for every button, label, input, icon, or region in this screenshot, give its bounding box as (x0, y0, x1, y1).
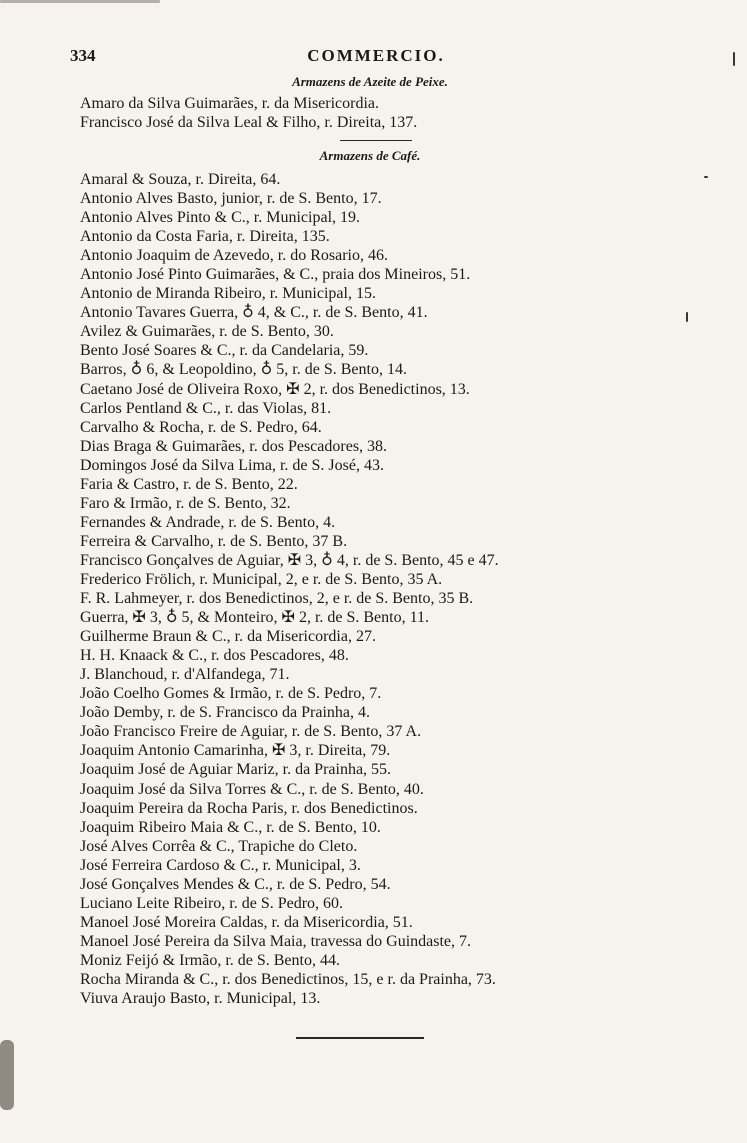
list-item: Moniz Feijó & Irmão, r. de S. Bento, 44. (80, 951, 340, 969)
list-item: João Coelho Gomes & Irmão, r. de S. Pedro, 7. (80, 685, 382, 703)
list-item: Caetano José de Oliveira Roxo, ✠ 2, r. dos Benedictinos, 13. (80, 380, 470, 398)
list-item: Luciano Leite Ribeiro, r. de S. Pedro, 60. (80, 894, 344, 912)
list-item: José Ferreira Cardoso & C., r. Municipal, 3. (80, 856, 361, 874)
list-item: Antonio Alves Basto, junior, r. de S. Bento, 17. (80, 190, 382, 208)
list-item: Guilherme Braun & C., r. da Misericordia, 27. (80, 628, 376, 646)
list-item: Antonio Joaquim de Azevedo, r. do Rosario, 46. (80, 247, 388, 265)
list-item: Amaro da Silva Guimarães, r. da Misericordia. (80, 95, 380, 112)
entry-list-cafe (80, 170, 499, 1008)
list-item: Fernandes & Andrade, r. de S. Bento, 4. (80, 513, 336, 531)
list-item: Joaquim Antonio Camarinha, ✠ 3, r. Direita, 79. (80, 742, 391, 760)
list-item: Bento José Soares & C., r. da Candelaria, 59. (80, 342, 369, 360)
section-divider (340, 140, 412, 141)
list-item: Francisco José da Silva Leal & Filho, r. Direita, 137. (80, 114, 418, 132)
list-item: Carlos Pentland & C., r. das Violas, 81. (80, 399, 332, 417)
list-item: Antonio Tavares Guerra, ♁ 4, & C., r. de S. Bento, 41. (80, 304, 428, 322)
list-item: Joaquim José da Silva Torres & C., r. de S. Bento, 40. (80, 780, 424, 798)
list-item: Joaquim Pereira da Rocha Paris, r. dos Benedictinos. (80, 799, 418, 817)
list-item: Antonio da Costa Faria, r. Direita, 135. (80, 228, 330, 246)
list-item: H. H. Knaack & C., r. dos Pescadores, 48. (80, 647, 349, 665)
page-number: 334 (70, 46, 96, 65)
section-heading-cafe: Armazens de Café. (319, 148, 421, 163)
list-item: Viuva Araujo Basto, r. Municipal, 13. (80, 990, 321, 1008)
list-item: Dias Braga & Guimarães, r. dos Pescadores, 38. (80, 437, 388, 455)
list-item: João Demby, r. de S. Francisco da Prainha, 4. (80, 704, 371, 722)
ink-smudge (0, 0, 160, 3)
list-item: Rocha Miranda & C., r. dos Benedictinos, 15, e r. da Prainha, 73. (80, 970, 496, 988)
list-item: Manoel José Pereira da Silva Maia, travessa do Guindaste, 7. (80, 932, 472, 950)
list-item: José Alves Corrêa & C., Trapiche do Cleto. (80, 837, 358, 855)
list-item: Carvalho & Rocha, r. de S. Pedro, 64. (80, 418, 322, 436)
page-header (70, 46, 682, 68)
running-title: COMMERCIO. (307, 46, 445, 65)
end-rule (296, 1037, 424, 1039)
list-item: Avilez & Guimarães, r. de S. Bento, 30. (80, 323, 334, 341)
list-item: Joaquim Ribeiro Maia & C., r. de S. Bento, 10. (80, 818, 381, 836)
list-item: Antonio José Pinto Guimarães, & C., praia dos Mineiros, 51. (80, 266, 471, 284)
list-item: José Gonçalves Mendes & C., r. de S. Pedro, 54. (80, 875, 391, 893)
list-item: Faro & Irmão, r. de S. Bento, 32. (80, 494, 291, 512)
ink-speck (686, 312, 688, 322)
list-item: Francisco Gonçalves de Aguiar, ✠ 3, ♁ 4, r. de S. Bento, 45 e 47. (80, 551, 499, 569)
list-item: Ferreira & Carvalho, r. de S. Bento, 37 B. (80, 532, 348, 550)
ink-speck (733, 52, 735, 66)
list-item: F. R. Lahmeyer, r. dos Benedictinos, 2, e r. de S. Bento, 35 B. (80, 590, 474, 608)
list-item: Barros, ♁ 6, & Leopoldino, ♁ 5, r. de S. Bento, 14. (80, 361, 407, 379)
list-item: Manoel José Moreira Caldas, r. da Misericordia, 51. (80, 913, 413, 931)
list-item: Joaquim José de Aguiar Mariz, r. da Prainha, 55. (80, 761, 392, 779)
list-item: Amaral & Souza, r. Direita, 64. (80, 171, 281, 188)
list-item: Antonio Alves Pinto & C., r. Municipal, 19. (80, 209, 361, 227)
list-item: Antonio de Miranda Ribeiro, r. Municipal, 15. (80, 285, 376, 303)
ink-smudge (0, 1040, 14, 1110)
list-item: Guerra, ✠ 3, ♁ 5, & Monteiro, ✠ 2, r. de S. Bento, 11. (80, 609, 430, 627)
list-item: J. Blanchoud, r. d'Alfandega, 71. (80, 666, 290, 684)
section-heading-azeite: Armazens de Azeite de Peixe. (292, 74, 448, 89)
ink-speck (704, 176, 708, 178)
entry-list-azeite (80, 94, 417, 132)
list-item: Frederico Frölich, r. Municipal, 2, e r. de S. Bento, 35 A. (80, 570, 443, 588)
list-item: Faria & Castro, r. de S. Bento, 22. (80, 475, 298, 493)
list-item: Domingos José da Silva Lima, r. de S. José, 43. (80, 456, 384, 474)
list-item: João Francisco Freire de Aguiar, r. de S. Bento, 37 A. (80, 723, 422, 741)
